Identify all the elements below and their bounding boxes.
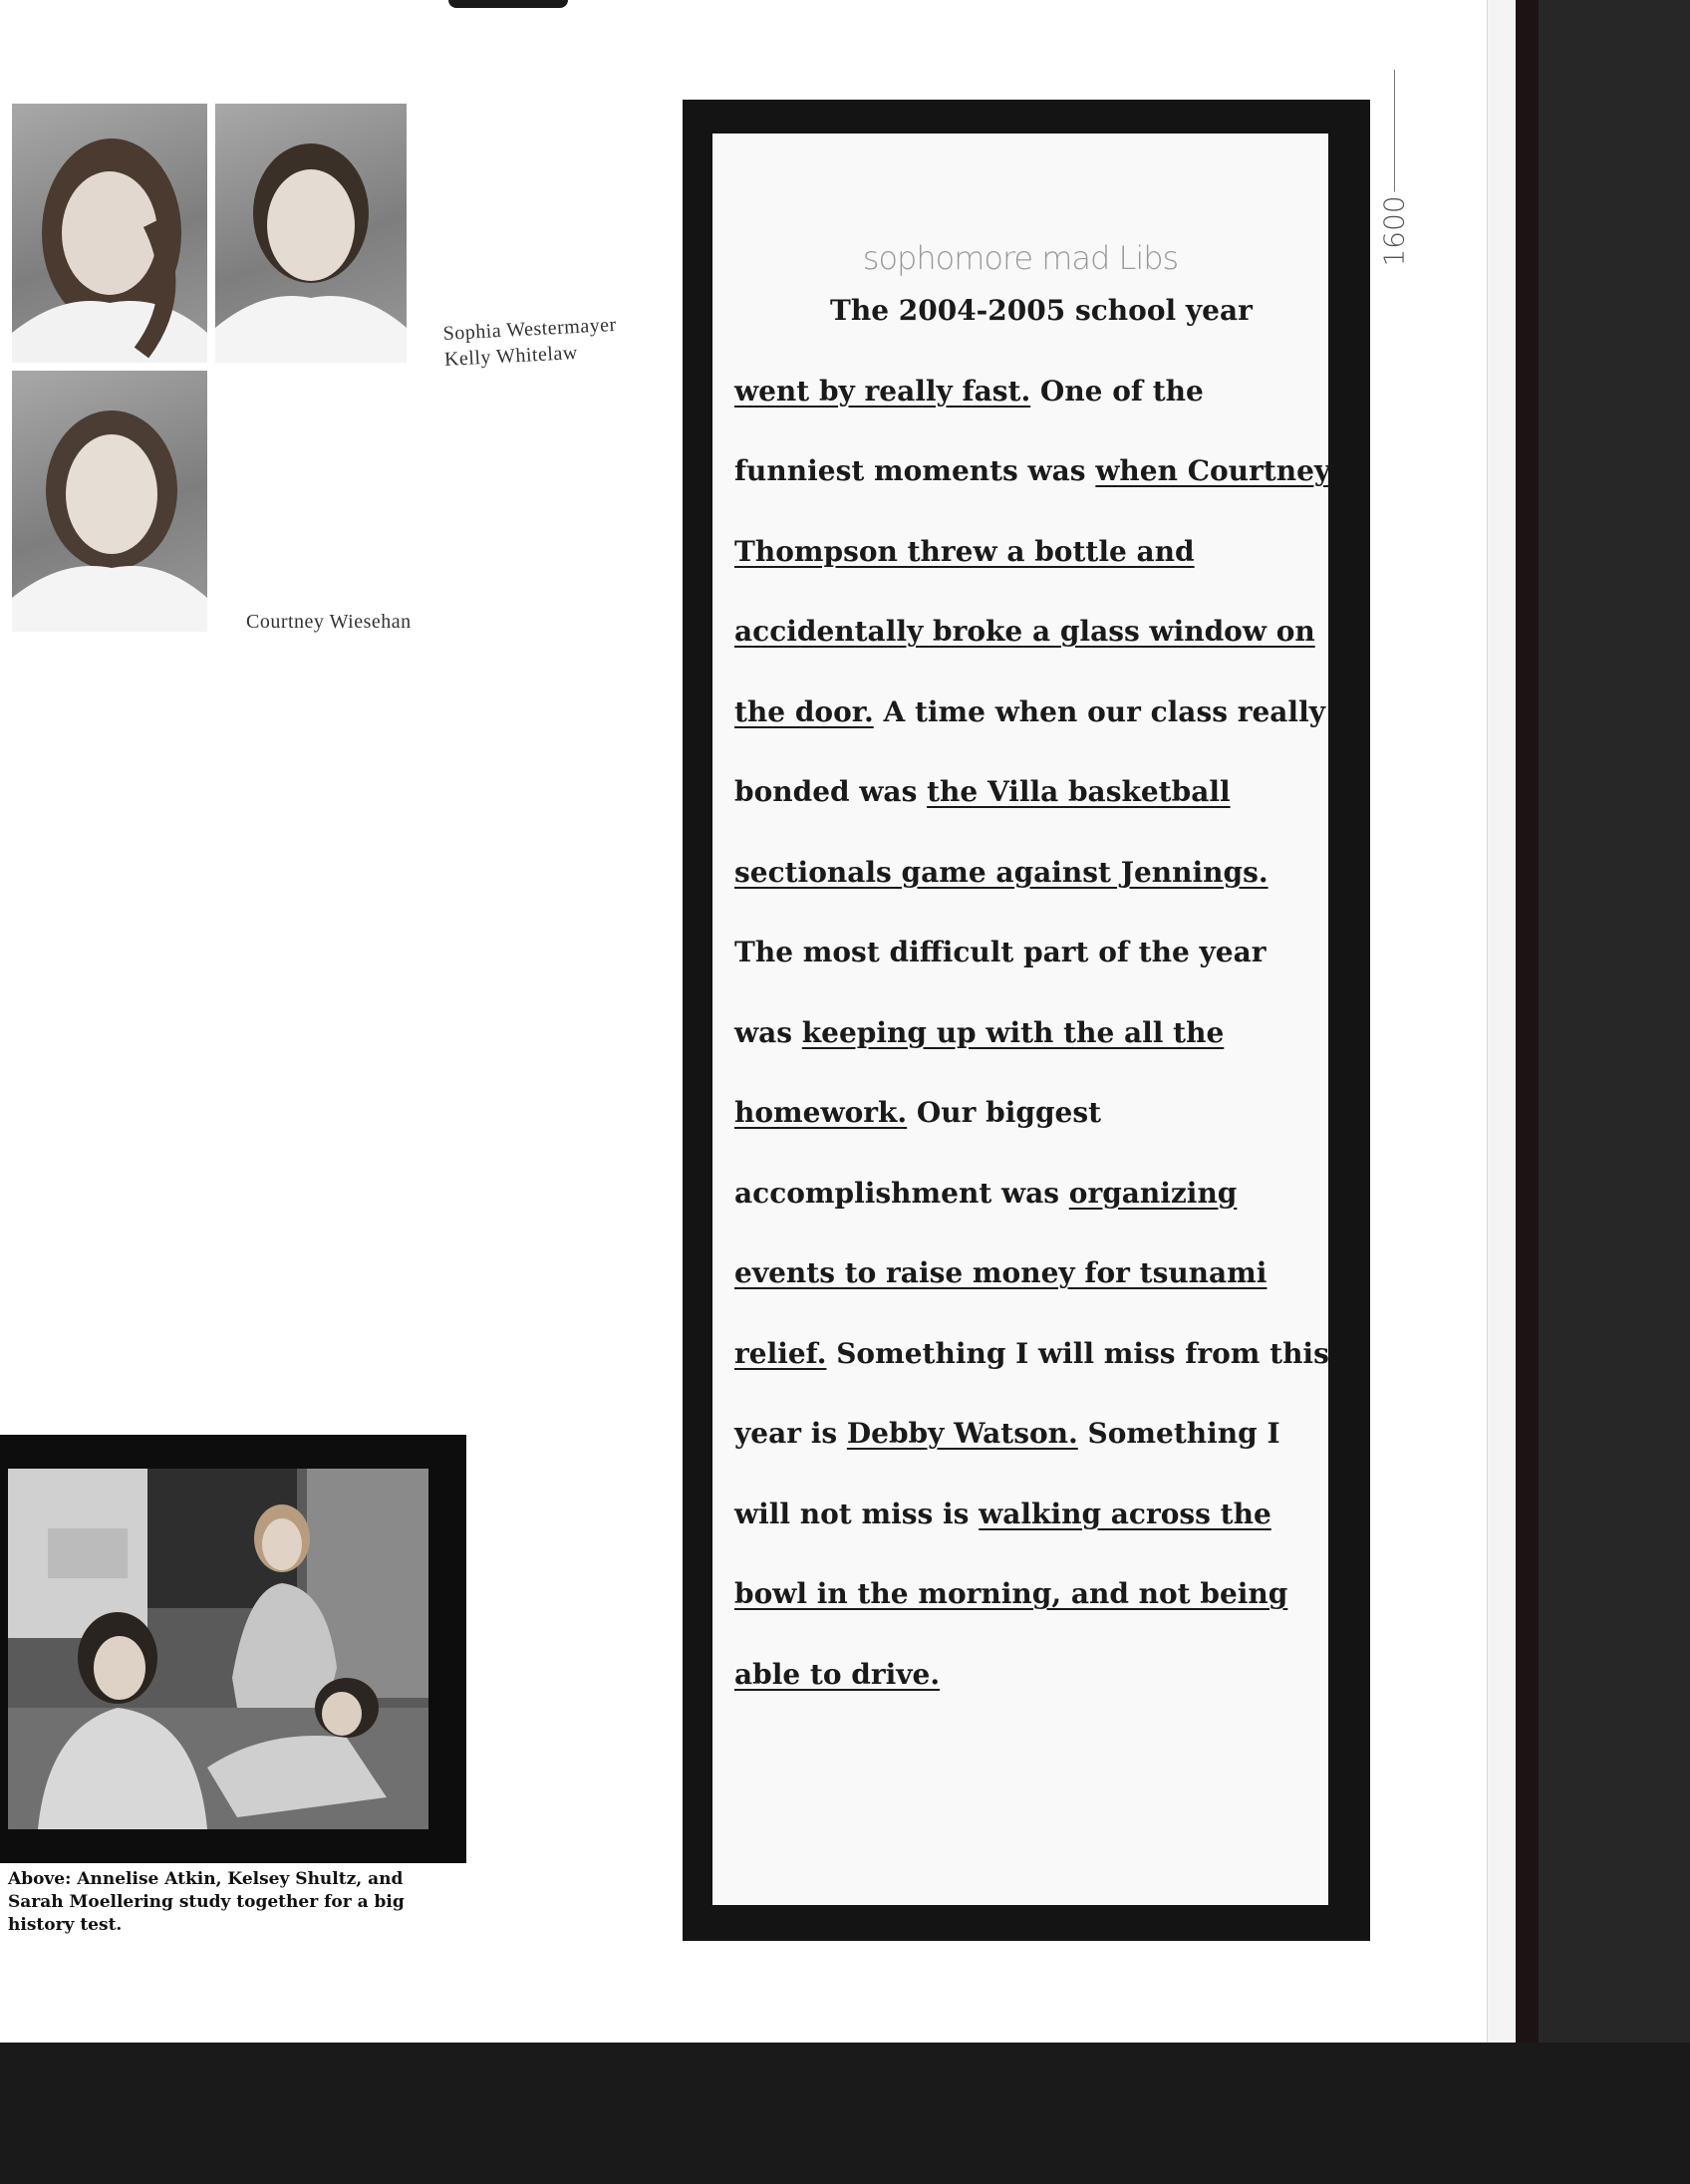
portrait-courtney-wiesehan — [12, 371, 207, 632]
top-notch — [448, 0, 568, 8]
madlibs-prompt: Our biggest accomplishment was — [734, 1096, 1102, 1210]
page-edge — [1487, 0, 1516, 2043]
portrait-kelly-whitelaw — [215, 104, 407, 363]
page-number: 1600 — [1378, 191, 1411, 270]
madlibs-prompt: Something I will not miss is — [734, 1417, 1280, 1530]
madlibs-answer: went by really fast. — [734, 374, 1031, 408]
madlibs-paragraph — [734, 271, 1332, 1715]
background-dark-edge — [1539, 0, 1690, 2184]
background-dark-bottom — [0, 2043, 1690, 2184]
madlibs-answer: the Villa basketball sectionals game against Jennings. — [734, 775, 1268, 889]
madlibs-inner — [712, 134, 1331, 1905]
book-spine — [1515, 0, 1539, 2184]
madlibs-prompt: A time when our class really bonded was — [734, 694, 1325, 808]
group-photo — [8, 1469, 428, 1829]
caption-name: Sophia Westermayer — [442, 313, 618, 345]
portrait-caption-single: Courtney Wiesehan — [246, 611, 412, 633]
madlibs-prompt: Something I will miss from this year is — [734, 1336, 1329, 1450]
madlibs-answer: organizing events to raise money for tsunami relief. — [734, 1176, 1268, 1370]
group-photo-caption: Above: Annelise Atkin, Kelsey Shultz, and Sarah Moellering study together for a big history test. — [8, 1869, 405, 1935]
madlibs-answer: walking across the bowl in the morning, and not being able to drive. — [734, 1497, 1288, 1691]
caption-name: Kelly Whitelaw — [443, 341, 579, 371]
madlibs-title: sophomore mad Libs — [862, 239, 1179, 277]
madlibs-panel — [683, 100, 1370, 1941]
madlibs-prompt: The 2004-2005 school year — [830, 294, 1253, 327]
madlibs-prompt: The most difficult part of the year was — [734, 936, 1267, 1049]
group-photo-frame — [0, 1435, 466, 1863]
portrait-caption-pair — [442, 312, 619, 373]
portrait-sophia-westermayer — [12, 104, 207, 363]
madlibs-answer: Debby Watson. — [846, 1417, 1078, 1450]
folio — [1371, 70, 1417, 267]
madlibs-answer: keeping up with the all the homework. — [734, 1015, 1225, 1129]
madlibs-answer: when Courtney Thompson threw a bottle and accidentally broke a glass window on the door. — [734, 454, 1331, 728]
madlibs-prompt: One of the funniest moments was — [734, 374, 1204, 487]
